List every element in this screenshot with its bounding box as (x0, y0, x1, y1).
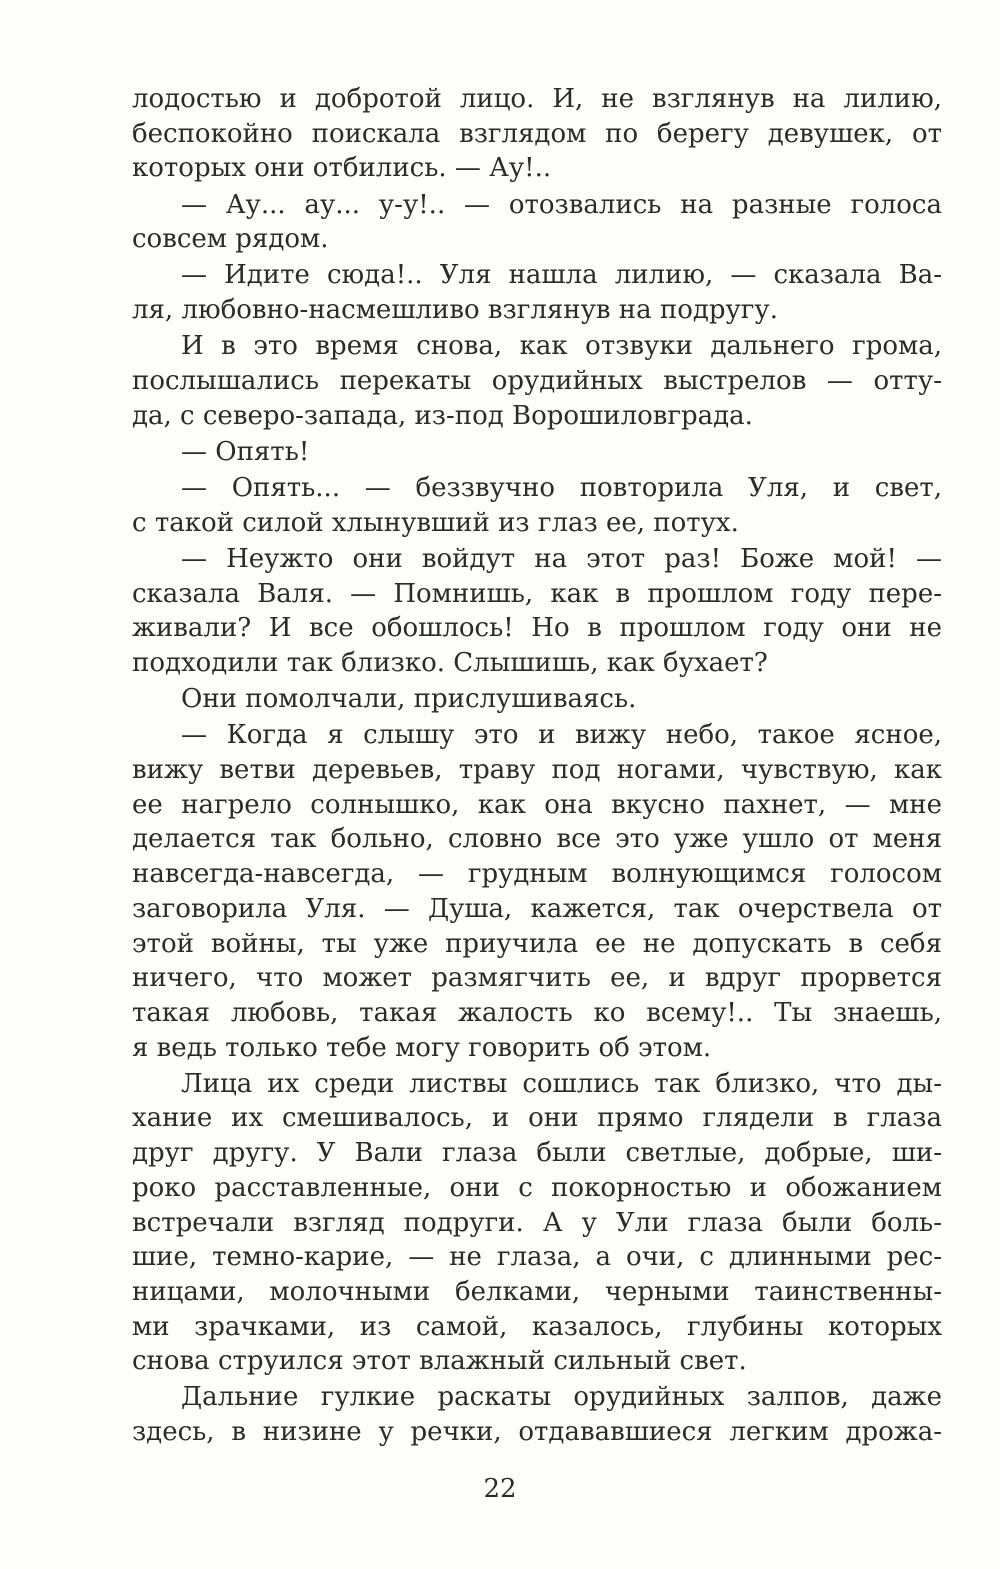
text-line: встречали взгляд подруги. А у Ули глаза были боль- (132, 1207, 942, 1238)
text-line: Дальние гулкие раскаты орудийных залпов, даже (181, 1382, 942, 1413)
text-line: да, с северо-запада, из-под Ворошиловграда. (132, 400, 753, 431)
text-line: хание их смешивалось, и они прямо глядели в глаза (132, 1103, 942, 1134)
text-line: послышались перекаты орудийных выстрелов — отту- (132, 366, 942, 396)
text-line: — Когда я слышу это и вижу небо, такое ясное, (181, 720, 942, 751)
text-line: ми зрачками, из самой, казалось, глубины которых (132, 1311, 942, 1342)
text-line: с такой силой хлынувший из глаз ее, потух. (132, 507, 739, 538)
text-line: друг другу. У Вали глаза были светлые, добрые, ши- (132, 1138, 942, 1169)
text-line: — Опять! (181, 436, 310, 467)
text-line: которых они отбились. — Ау!.. (132, 153, 552, 184)
text-line: ничего, что может размягчить ее, и вдруг прорвется (132, 963, 942, 994)
text-line: этой войны, ты уже приучила ее не допускать в себя (132, 928, 942, 959)
text-line: шие, темно-карие, — не глаза, а очи, с длинными рес- (132, 1242, 942, 1273)
text-line: роко расставленные, они с покорностью и обожанием (132, 1172, 942, 1203)
text-line: вижу ветви деревьев, траву под ногами, чувствую, как (132, 755, 942, 786)
text-line: — Неужто они войдут на этот раз! Боже мой! — (181, 543, 942, 574)
text-line: Они помолчали, прислушиваясь. (181, 684, 637, 715)
text-line: сказала Валя. — Помнишь, как в прошлом году пере- (132, 578, 942, 609)
text-line: — Опять... — беззвучно повторила Уля, и свет, (181, 473, 942, 504)
text-line: здесь, в низине у речки, отдававшиеся легким дрожа- (132, 1417, 942, 1448)
text-line: живали? И все обошлось! Но в прошлом году они не (132, 613, 942, 644)
page-number: 22 (483, 1474, 517, 1504)
text-line: ницами, молочными белками, черными таинственны- (132, 1276, 942, 1307)
text-line: делается так больно, словно все это уже ушло от меня (132, 824, 942, 855)
text-line: ля, любовно-насмешливо взглянув на подругу. (132, 295, 778, 326)
text-line: подходили так близко. Слышишь, как бухает? (132, 648, 768, 678)
text-line: такая любовь, такая жалость ко всему!.. Ты знаешь, (132, 997, 942, 1028)
text-line: я ведь только тебе могу говорить об этом. (132, 1032, 712, 1063)
text-line: Лица их среди листвы сошлись так близко, что ды- (181, 1068, 942, 1099)
text-line: совсем рядом. (132, 224, 329, 255)
text-line: лодостью и добротой лицо. И, не взглянув на лилию, (132, 84, 942, 114)
text-line: — Идите сюда!.. Уля нашла лилию, — сказала Ва- (181, 260, 942, 291)
text-line: ее нагрело солнышко, как она вкусно пахнет, — мне (132, 789, 942, 820)
text-line: — Ау... ау... у-у!.. — отозвались на разные голоса (181, 189, 942, 220)
text-line: заговорила Уля. — Душа, кажется, так очерствела от (132, 893, 942, 924)
text-line: И в это время снова, как отзвуки дальнего грома, (181, 331, 942, 362)
text-line: навсегда-навсегда, — грудным волнующимся голосом (132, 859, 942, 890)
text-line: снова струился этот влажный сильный свет. (132, 1346, 747, 1377)
text-line: беспокойно поискала взглядом по берегу девушек, от (132, 118, 942, 149)
book-page-text (132, 82, 942, 1450)
